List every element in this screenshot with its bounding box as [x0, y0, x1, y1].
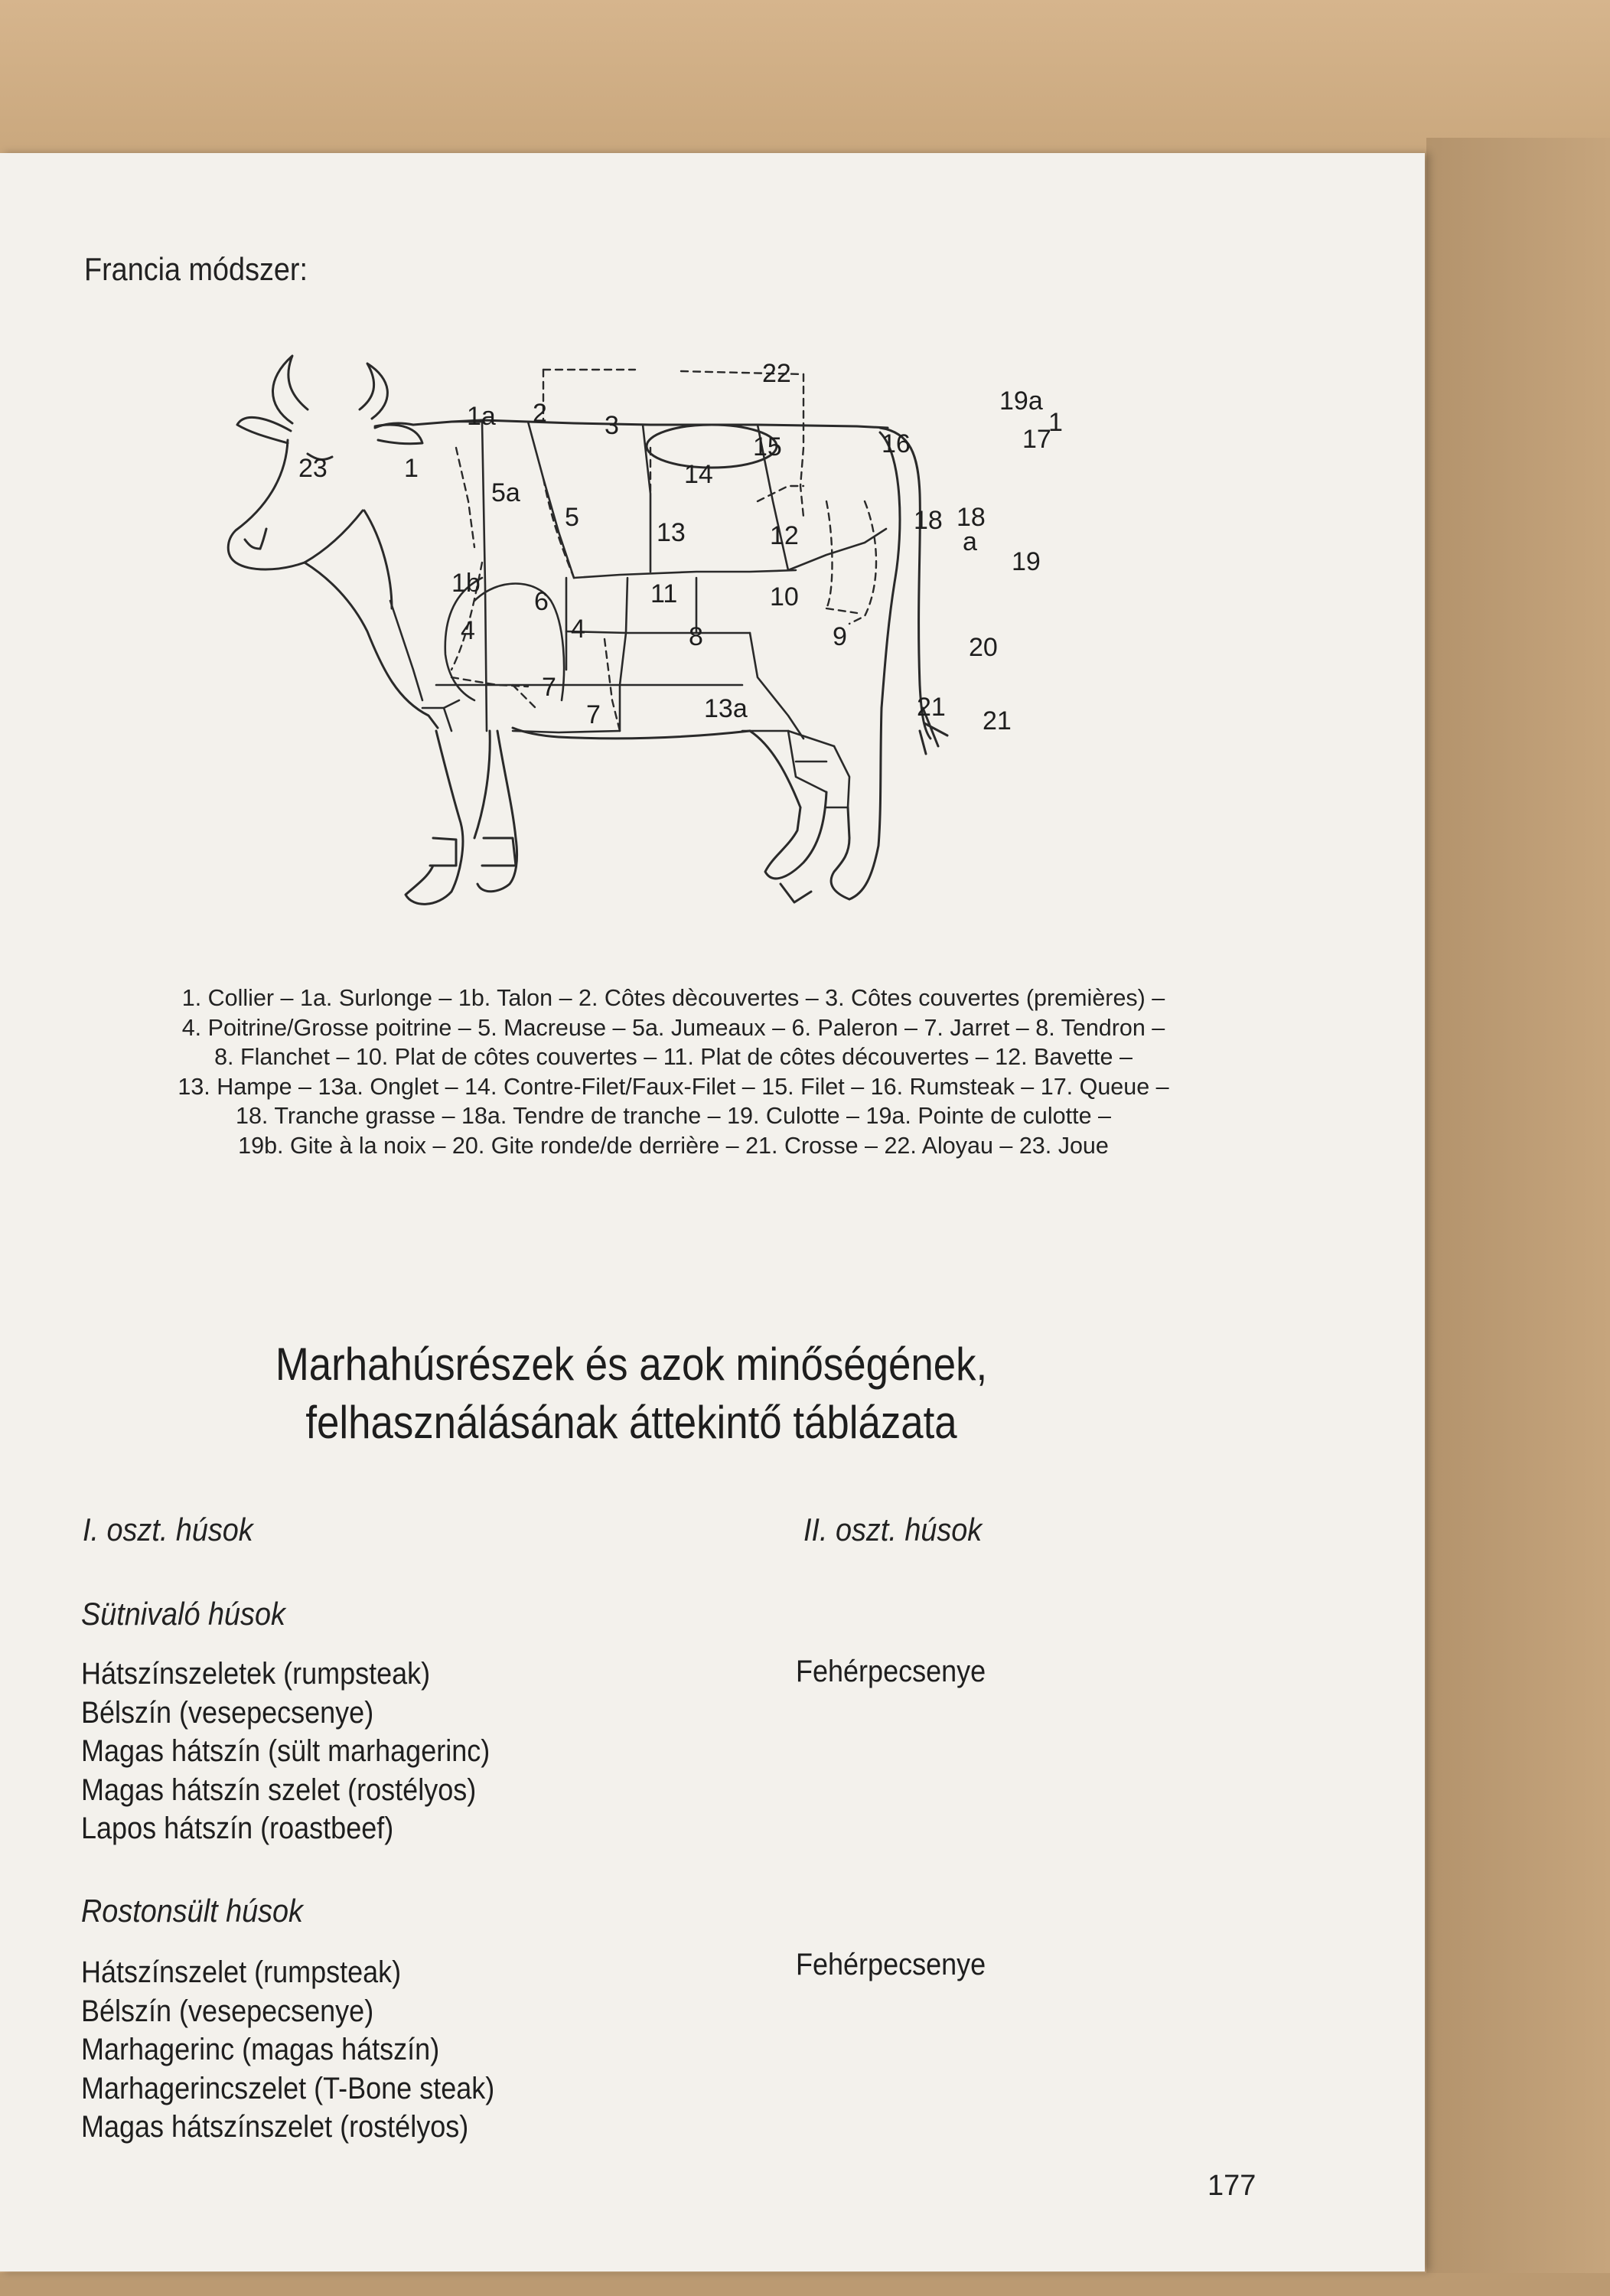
legend-line: 13. Hampe – 13a. Onglet – 14. Contre-Filet/Faux-Filet – 15. Filet – 16. Rumsteak – 17. Queue –	[178, 1073, 1169, 1100]
page-number: 177	[1208, 2170, 1256, 2202]
list-item: Magas hátszín szelet (rostélyos)	[81, 1773, 477, 1807]
section-title-grilled: Rostonsült húsok	[81, 1893, 303, 1929]
roasting-cuts-list	[81, 1655, 490, 1848]
cut-label: a	[963, 527, 977, 556]
cut-label: 10	[770, 582, 799, 612]
cut-label: 7	[586, 700, 601, 729]
cut-label: 13	[657, 518, 686, 547]
cut-label: 9	[833, 622, 847, 651]
cut-label: 2	[533, 399, 547, 428]
cut-label: 5a	[491, 478, 520, 507]
cut-label: 16	[882, 429, 911, 458]
cut-label: 22	[762, 359, 791, 388]
legend-line: 18. Tranche grasse – 18a. Tendre de tranche – 19. Culotte – 19a. Pointe de culotte –	[236, 1103, 1111, 1129]
cut-label: 14	[684, 460, 713, 489]
cut-label: 1a	[467, 402, 496, 431]
legend-line: 1. Collier – 1a. Surlonge – 1b. Talon – 2. Côtes dècouvertes – 3. Côtes couvertes (premières) –	[181, 985, 1165, 1011]
grilled-second-class-item: Fehérpecsenye	[796, 1948, 986, 1981]
section-heading: Francia módszer:	[84, 251, 308, 287]
section-title-roasting: Sütnivaló húsok	[81, 1596, 285, 1632]
cut-label: 12	[770, 521, 799, 550]
cut-label: 4	[461, 616, 475, 645]
cut-label: 3	[605, 411, 619, 440]
cut-label: 6	[534, 587, 549, 616]
cut-lines	[390, 422, 886, 807]
list-item: Magas hátszínszelet (rostélyos)	[81, 2110, 469, 2144]
background-right	[1426, 138, 1610, 2296]
list-item: Hátszínszeletek (rumpsteak)	[81, 1657, 431, 1691]
list-item: Marhagerincszelet (T-Bone steak)	[81, 2071, 495, 2105]
legend-line: 19b. Gite à la noix – 20. Gite ronde/de derrière – 21. Crosse – 22. Aloyau – 23. Joue	[238, 1132, 1109, 1159]
cut-label: 7	[542, 673, 556, 702]
list-item: Bélszín (vesepecsenye)	[81, 1695, 374, 1730]
cut-label: 13a	[704, 694, 748, 723]
cut-label: 17	[1022, 425, 1051, 454]
cut-label: 5	[565, 503, 579, 532]
legend-line: 4. Poitrine/Grosse poitrine – 5. Macreuse – 5a. Jumeaux – 6. Paleron – 7. Jarret – 8. Tendron –	[181, 1014, 1165, 1041]
cut-legend	[92, 983, 1255, 1160]
cut-label: 1b	[451, 569, 481, 598]
cut-label: 21	[983, 706, 1012, 735]
legend-line: 8. Flanchet – 10. Plat de côtes couvertes – 11. Plat de côtes découvertes – 12. Bavette –	[214, 1044, 1133, 1070]
list-item: Bélszín (vesepecsenye)	[81, 1994, 374, 2028]
roasting-second-class-item: Fehérpecsenye	[796, 1655, 986, 1688]
book-page	[0, 153, 1425, 2272]
cut-label: 19	[1012, 547, 1041, 576]
cut-numbers	[298, 359, 1063, 735]
column-heading-first-class: I. oszt. húsok	[83, 1512, 253, 1548]
cut-label: 4	[571, 615, 585, 644]
cut-label: 8	[689, 622, 703, 651]
page-title	[177, 1336, 1086, 1452]
column-heading-second-class: II. oszt. húsok	[803, 1512, 983, 1548]
cut-label: 18	[957, 503, 986, 532]
cut-label: 1	[1048, 408, 1063, 437]
list-item: Lapos hátszín (roastbeef)	[81, 1812, 394, 1845]
list-item: Hátszínszelet (rumpsteak)	[81, 1955, 402, 1989]
list-item: Marhagerinc (magas hátszín)	[81, 2033, 440, 2066]
grilled-cuts-list	[81, 1953, 494, 2147]
background-top	[0, 0, 1610, 161]
list-item: Magas hátszín (sült marhagerinc)	[81, 1734, 490, 1768]
cut-label: 23	[298, 454, 328, 483]
cut-label: 18	[914, 506, 943, 535]
background-bottom	[0, 2273, 1610, 2296]
cut-label: 1	[404, 454, 419, 483]
title-line-1: Marhahúsrészek és azok minőségének,	[275, 1339, 988, 1390]
cut-label: 20	[969, 633, 998, 662]
cut-label: 11	[650, 579, 678, 608]
cut-label: 21	[917, 693, 946, 722]
title-line-2: felhasználásának áttekintő táblázata	[305, 1397, 957, 1448]
cut-label: 15	[753, 432, 782, 461]
cut-label: 19a	[999, 386, 1043, 416]
beef-cuts-diagram	[222, 348, 1079, 1075]
